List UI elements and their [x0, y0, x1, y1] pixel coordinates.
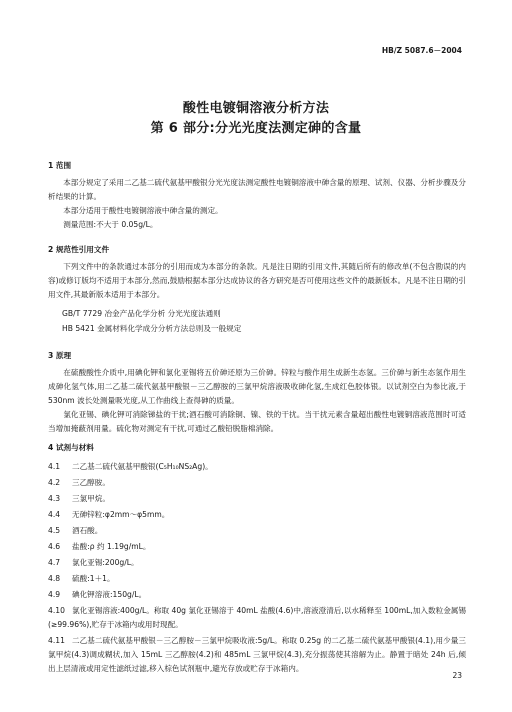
document-title: 酸性电镀铜溶液分析方法 [182, 101, 330, 116]
reference-item: HB 5421 金属材料化学成分分析方法总则及一般规定 [62, 324, 242, 333]
section-3-para-1: 在硫酸酸性介质中,用碘化钾和氯化亚锡将五价砷还原为三价砷。锌粒与酸作用生成新生态氢。三价砷与新生态氢作用生成砷化氢气体,用二乙基二硫代氨基甲酸银－三乙醇胺的三氯甲烷溶液吸收砷化氢,生成红色胶体银。以试剂空白为参比液,于 530nm 波长处测量吸光度,从工作曲线上查得砷的质量。 [48, 368, 466, 405]
list-item: 4.5 酒石酸。 [48, 526, 103, 535]
list-item: 4.7 氯化亚锡:200g/L。 [48, 558, 139, 567]
section-4-heading: 4 试剂与材料 [48, 443, 94, 452]
reference-item: GB/T 7729 冶金产品化学分析 分光光度法通则 [62, 309, 221, 318]
section-1-para-2: 本部分适用于酸性电镀铜溶液中砷含量的测定。 [63, 206, 223, 215]
list-item: 4.6 盐酸:ρ 约 1.19g/mL。 [48, 542, 151, 551]
section-1-heading: 1 范围 [48, 161, 72, 170]
list-item: 4.3 三氯甲烷。 [48, 494, 110, 503]
section-1-para-1: 本部分规定了采用二乙基二硫代氨基甲酸银分光光度法测定酸性电镀铜溶液中砷含量的原理、试剂、仪器、分析步骤及分析结果的计算。 [48, 178, 466, 201]
document-subtitle: 第 6 部分:分光光度法测定砷的含量 [150, 121, 362, 136]
list-item: 4.1 二乙基二硫代氨基甲酸银(C₅H₁₀NS₂Ag)。 [48, 462, 213, 471]
list-item: 4.10 氯化亚锡溶液:400g/L。称取 40g 氯化亚锡溶于 40mL 盐酸(4.6)中,溶液澄清后,以水稀释至 100mL,加入数粒金属锡(≥99.96%),贮存于冰箱内或用时现配。 [48, 606, 466, 629]
list-item: 4.4 无砷锌粒:φ2mm～φ5mm。 [48, 510, 170, 519]
section-3-heading: 3 原理 [48, 351, 72, 360]
standard-number: HB/Z 5087.6－2004 [381, 46, 462, 55]
page-number: 23 [452, 671, 462, 680]
section-2-para-1: 下列文件中的条款通过本部分的引用而成为本部分的条款。凡是注日期的引用文件,其随后所有的修改单(不包含勘误的内容)或修订版均不适用于本部分,然而,鼓励根据本部分达成协议的各方研究是否可使用这些文件的最新版本。凡是不注日期的引用文件,其最新版本适用于本部分。 [48, 262, 466, 299]
list-item: 4.8 硫酸:1＋1。 [48, 574, 115, 583]
list-item: 4.2 三乙醇胺。 [48, 478, 110, 487]
section-3-para-2: 氯化亚锡、碘化钾可消除锑盐的干扰;酒石酸可消除铜、镍、铁的干扰。当干扰元素含量超出酸性电镀铜溶液范围时可适当增加掩蔽剂用量。硫化物对测定有干扰,可通过乙酸铅脱脂棉消除。 [48, 410, 466, 433]
section-2-heading: 2 规范性引用文件 [48, 245, 110, 254]
list-item: 4.11 二乙基二硫代氨基甲酸银－三乙醇胺－三氯甲烷吸收液:5g/L。称取 0.25g 的二乙基二硫代氨基甲酸银(4.1),用少量三氯甲烷(4.3)调成糊状,加入 15mL 三乙醇胺(4.2)和 485mL 三氯甲烷(4.3),充分振荡使其溶解为止。静置于暗处 24h 后,倾出上层清液或用定性滤纸过滤,移入棕色试剂瓶中,避光存放或贮存于冰箱内。 [48, 636, 466, 673]
list-item: 4.9 碘化钾溶液:150g/L。 [48, 590, 147, 599]
section-1-para-3: 测量范围:不大于 0.05g/L。 [63, 220, 158, 229]
